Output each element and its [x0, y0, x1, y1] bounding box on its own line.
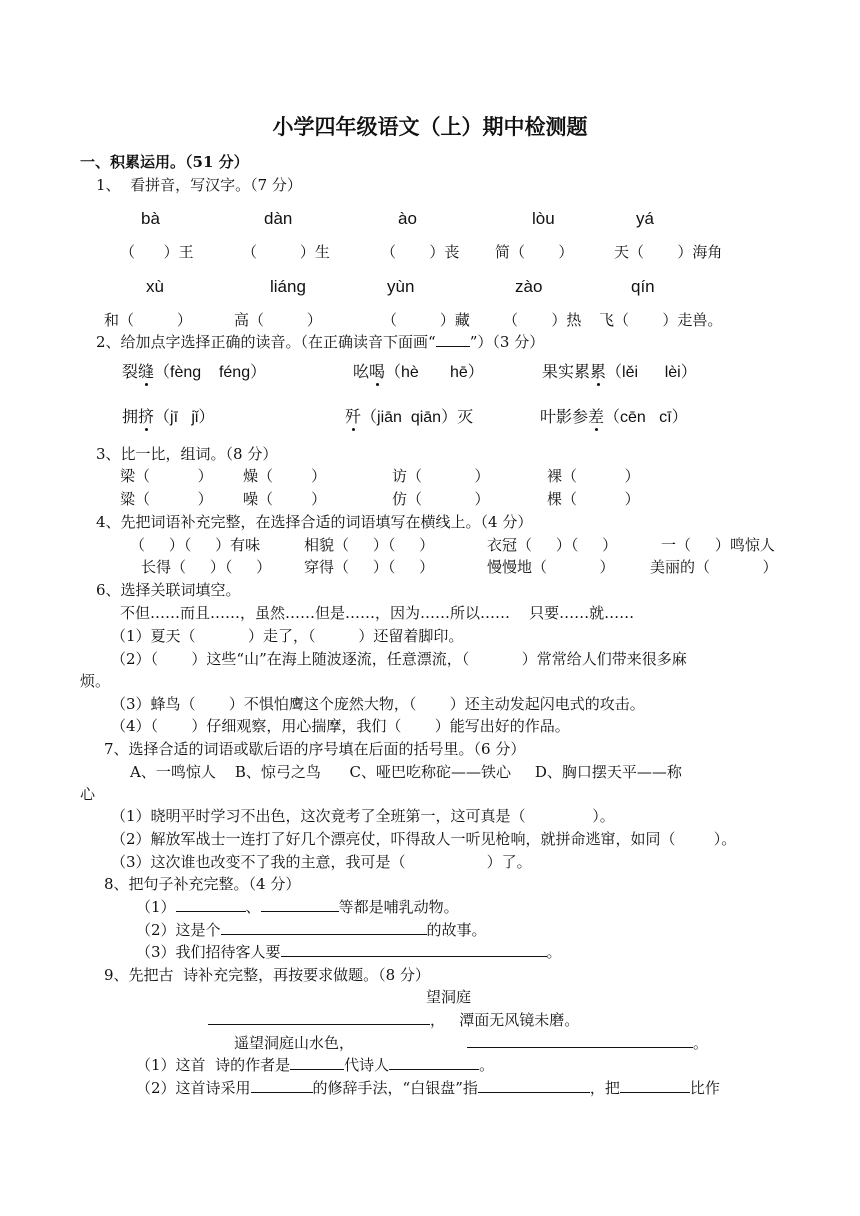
- q1-blank[interactable]: （ ）丧: [381, 243, 460, 261]
- q8-sentence-2[interactable]: （2）这是个 的故事。: [136, 921, 487, 939]
- q1-blank[interactable]: （ ）王: [120, 243, 194, 261]
- q7-options-cont: 心: [80, 785, 96, 803]
- q4-item[interactable]: 衣冠（ ）（ ）: [487, 536, 618, 554]
- q2-item[interactable]: 叶影参差（cēn cī）: [540, 409, 688, 426]
- q4-item[interactable]: 长得（ ）（ ）: [141, 558, 272, 576]
- q6-sentence[interactable]: （4）（ ）仔细观察，用心揣摩，我们（ ）能写出好的作品。: [111, 717, 570, 735]
- q2-item[interactable]: 吆喝（hè hē）: [353, 364, 484, 381]
- q4-item[interactable]: 相貌（ ）（ ）: [304, 536, 435, 554]
- q4-item[interactable]: （ ）（ ）有味: [130, 536, 261, 554]
- poem-title: 望洞庭: [426, 988, 472, 1006]
- q4-item[interactable]: 一（ ）鸣惊人: [661, 536, 775, 554]
- q2-item[interactable]: 歼（jiān qiān）灭: [345, 409, 474, 426]
- q9-heading: 9、先把古 诗补充完整，再按要求做题。（8 分）: [104, 966, 430, 984]
- q3-item[interactable]: 粱（ ）: [120, 490, 213, 508]
- q4-item[interactable]: 穿得（ ）（ ）: [304, 558, 435, 576]
- q6-heading: 6、选择关联词填空。: [96, 581, 241, 599]
- q1-heading: 1、 看拼音，写汉字。（7 分）: [96, 176, 302, 194]
- q3-item[interactable]: 噪（ ）: [243, 490, 327, 508]
- pinyin-liang: liáng: [270, 277, 306, 296]
- pinyin-lou: lòu: [532, 209, 555, 228]
- answer-line[interactable]: [251, 1078, 313, 1093]
- pinyin-ao: ào: [398, 209, 417, 228]
- q1-blank[interactable]: 简（ ）: [495, 243, 574, 261]
- q8-heading: 8、把句子补充完整。（4 分）: [104, 875, 301, 893]
- q7-sentence[interactable]: （3）这次谁也改变不了我的主意，我可是（ ）了。: [111, 853, 532, 871]
- q7-options: A、一鸣惊人 B、惊弓之鸟 C、哑巴吃称砣——铁心 D、胸口摆天平——称: [130, 763, 682, 781]
- q7-sentence[interactable]: （2）解放军战士一连打了好几个漂亮仗，吓得敌人一听见枪响，就拼命逃窜，如同（ ）。: [111, 830, 737, 848]
- poem-line-2-answer[interactable]: 。: [467, 1033, 708, 1053]
- answer-line[interactable]: [261, 897, 339, 912]
- underline-sample: [436, 332, 470, 347]
- answer-line[interactable]: [467, 1033, 693, 1048]
- q1-blank[interactable]: （ ）藏: [382, 311, 470, 329]
- q3-item[interactable]: 梁（ ）: [120, 467, 213, 485]
- pinyin-zao: zào: [515, 277, 543, 296]
- q1-blank[interactable]: 飞（ ）走兽。: [599, 311, 723, 329]
- q4-item[interactable]: 慢慢地（ ）: [487, 558, 615, 576]
- answer-line[interactable]: [290, 1055, 344, 1070]
- q2-item[interactable]: 果实累累（lěi lèi）: [542, 364, 697, 381]
- answer-line[interactable]: [389, 1055, 479, 1070]
- pinyin-yun: yùn: [387, 277, 415, 296]
- page-title: 小学四年级语文（上）期中检测题: [272, 114, 588, 139]
- q1-blank[interactable]: 高（ ）: [234, 311, 322, 329]
- q9-sentence-2[interactable]: （2）这首诗采用 的修辞手法，“白银盘”指 ，把 比作: [136, 1079, 720, 1097]
- q1-blank[interactable]: 和（ ）: [104, 311, 192, 329]
- q6-options: 不但……而且……，虽然……但是……，因为……所以…… 只要……就……: [120, 604, 635, 622]
- q3-item[interactable]: 裸（ ）: [547, 467, 640, 485]
- poem-line-1[interactable]: ， 潭面无风镜未磨。: [208, 1010, 579, 1030]
- q3-item[interactable]: 燥（ ）: [243, 467, 327, 485]
- q2-heading: 2、给加点字选择正确的读音。（在正确读音下面画“ ”）（3 分）: [96, 333, 545, 351]
- q2-item[interactable]: 裂缝（fèng féng）: [122, 364, 267, 381]
- answer-line[interactable]: [176, 897, 246, 912]
- q7-sentence[interactable]: （1）晓明平时学习不出色，这次竟考了全班第一，这可真是（ ）。: [111, 807, 615, 825]
- q3-item[interactable]: 仿（ ）: [392, 490, 490, 508]
- answer-line[interactable]: [281, 942, 547, 957]
- pinyin-ya: yá: [636, 209, 654, 228]
- answer-line[interactable]: [208, 1010, 430, 1025]
- q1-blank[interactable]: 天（ ）海角: [614, 243, 723, 261]
- pinyin-dan: dàn: [264, 209, 293, 228]
- section-heading: 一、积累运用。（51 分）: [80, 153, 249, 171]
- q3-heading: 3、比一比，组词。（8 分）: [96, 445, 278, 463]
- q8-sentence-3[interactable]: （3）我们招待客人要 。: [136, 943, 562, 961]
- q6-sentence-cont: 烦。: [80, 672, 111, 690]
- q2-item[interactable]: 拥挤（jī jǐ）: [122, 409, 215, 426]
- q6-sentence[interactable]: （2）（ ）这些“山”在海上随波逐流，任意漂流，（ ）常常给人们带来很多麻: [111, 650, 687, 668]
- q3-item[interactable]: 访（ ）: [392, 467, 490, 485]
- q6-sentence[interactable]: （3）蜂鸟（ ）不惧怕鹰这个庞然大物，（ ）还主动发起闪电式的攻击。: [111, 695, 645, 713]
- pinyin-xu: xù: [146, 277, 164, 296]
- q4-item[interactable]: 美丽的（ ）: [650, 558, 778, 576]
- q4-heading: 4、先把词语补充完整，在选择合适的词语填写在横线上。（4 分）: [96, 513, 533, 531]
- poem-line-2: 遥望洞庭山水色，: [234, 1034, 355, 1052]
- answer-line[interactable]: [620, 1078, 690, 1093]
- q1-blank[interactable]: （ ）热: [503, 311, 582, 329]
- q7-heading: 7、选择合适的词语或歇后语的序号填在后面的括号里。（6 分）: [104, 740, 526, 758]
- q1-blank[interactable]: （ ）生: [242, 243, 330, 261]
- q6-sentence[interactable]: （1）夏天（ ）走了，（ ）还留着脚印。: [111, 627, 464, 645]
- q8-sentence-1[interactable]: （1） 、 等都是哺乳动物。: [136, 898, 459, 916]
- q3-item[interactable]: 棵（ ）: [547, 490, 640, 508]
- answer-line[interactable]: [478, 1078, 590, 1093]
- pinyin-qin: qín: [631, 277, 655, 296]
- q9-sentence-1[interactable]: （1）这首 诗的作者是 代诗人 。: [136, 1056, 495, 1074]
- answer-line[interactable]: [221, 920, 427, 935]
- pinyin-ba: bà: [141, 209, 160, 228]
